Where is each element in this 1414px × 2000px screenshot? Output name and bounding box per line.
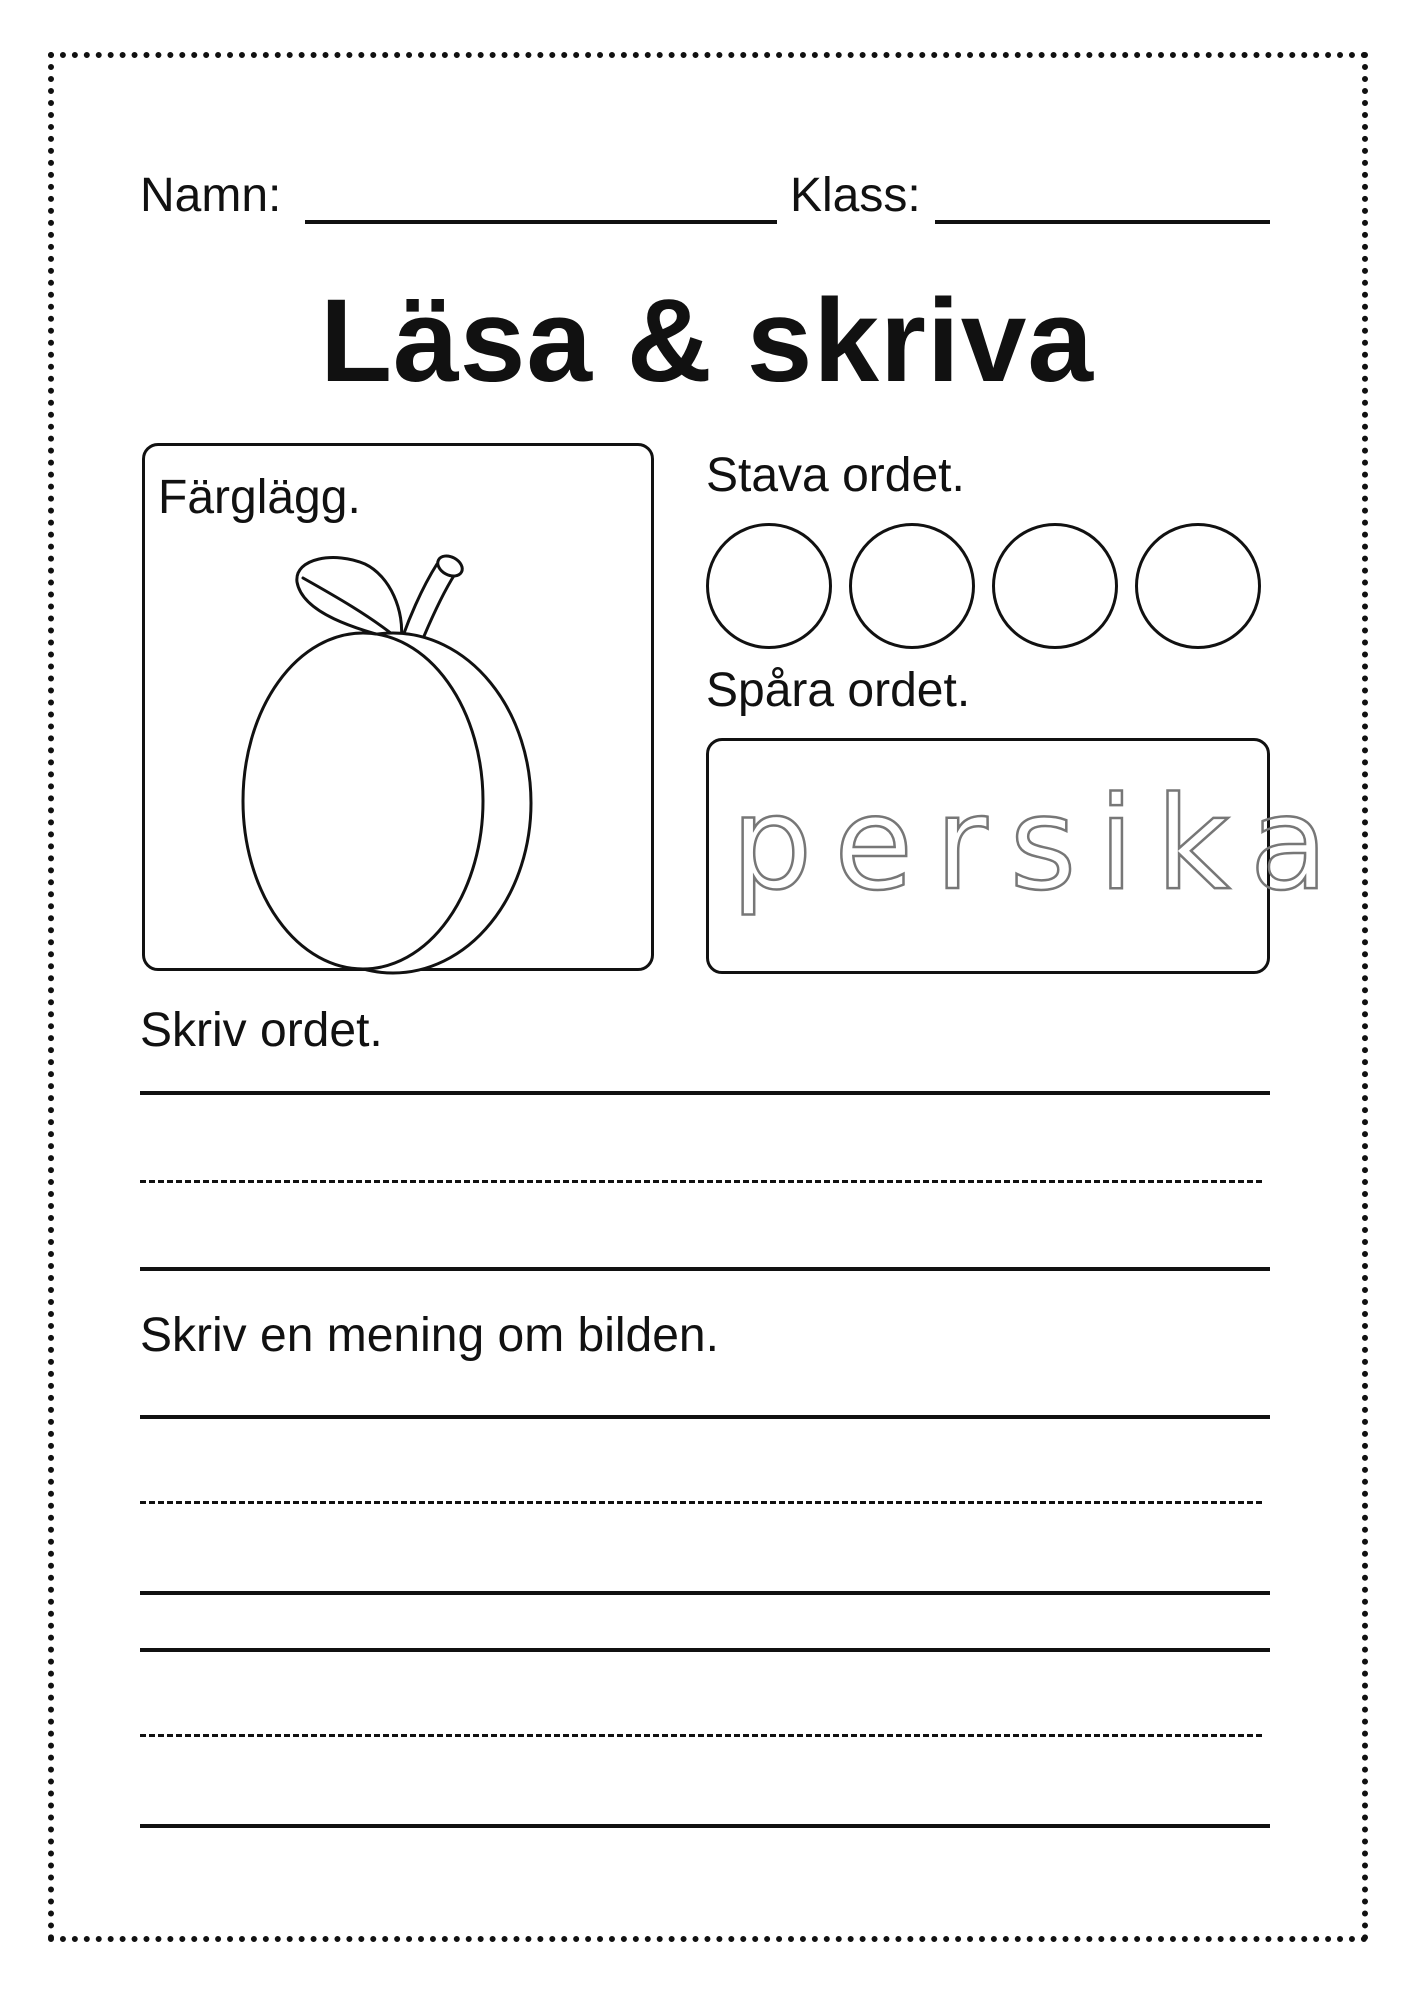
write-sentence-label: Skriv en mening om bilden. [140, 1309, 719, 1362]
trace-word: persika [731, 770, 1351, 919]
page-title: Läsa & skriva [320, 275, 1094, 407]
write-line-top[interactable] [140, 1091, 1270, 1095]
peach-icon [145, 446, 651, 968]
coloring-box [142, 443, 654, 971]
letter-circle[interactable] [706, 523, 832, 649]
letter-circle[interactable] [849, 523, 975, 649]
sentence-line-mid [140, 1501, 1262, 1504]
sentence-line-top[interactable] [140, 1648, 1270, 1652]
letter-circle[interactable] [1135, 523, 1261, 649]
write-line-base [140, 1267, 1270, 1271]
sentence-line-base [140, 1591, 1270, 1595]
trace-label: Spåra ordet. [706, 664, 971, 717]
sentence-line-base [140, 1824, 1270, 1828]
spell-label: Stava ordet. [706, 449, 965, 502]
class-label: Klass: [790, 169, 921, 222]
coloring-label: Färglägg. [158, 471, 361, 524]
name-label: Namn: [140, 169, 282, 222]
sentence-line-top[interactable] [140, 1415, 1270, 1419]
letter-circle[interactable] [992, 523, 1118, 649]
name-field[interactable] [305, 220, 777, 224]
sentence-line-mid [140, 1734, 1262, 1737]
write-word-label: Skriv ordet. [140, 1004, 383, 1057]
class-field[interactable] [935, 220, 1270, 224]
write-line-mid [140, 1180, 1262, 1183]
trace-box [706, 738, 1351, 974]
